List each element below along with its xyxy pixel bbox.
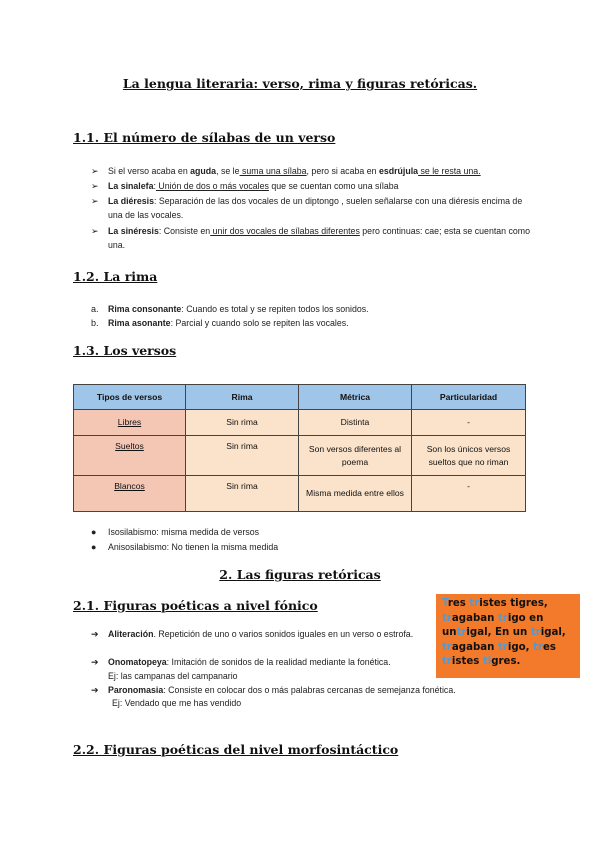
list-item: ➢ La sinalefa: Unión de dos o más vocales que se cuentan como una sílaba bbox=[91, 181, 399, 191]
arrow-bullet-icon: ➢ bbox=[91, 226, 99, 236]
table-cell: Son los únicos versos sueltos que no riman bbox=[412, 436, 526, 476]
example-text: Ej: Vendado que me has vendido bbox=[112, 698, 242, 708]
table-cell: Misma medida entre ellos bbox=[299, 476, 412, 512]
heading-syllables: 1.1. El número de sílabas de un verso bbox=[73, 130, 336, 145]
list-item: ➔ Paronomasia: Consiste en colocar dos o más palabras cercanas de semejanza fonética. bbox=[91, 685, 456, 695]
arrow-bullet-icon: ➢ bbox=[91, 181, 99, 191]
arrow-right-icon: ➔ bbox=[91, 657, 99, 667]
table-row bbox=[74, 436, 526, 476]
heading-morphosyntactic-figures: 2.2. Figuras poéticas del nivel morfosintáctico bbox=[73, 742, 399, 757]
arrow-bullet-icon: ➢ bbox=[91, 196, 99, 206]
table-cell: Sueltos bbox=[74, 436, 186, 476]
list-item: b. Rima asonante: Parcial y cuando solo se repiten las vocales. bbox=[91, 318, 349, 328]
list-item: ● Anisosilabismo: No tienen la misma medida bbox=[91, 542, 279, 552]
table-cell: Sin rima bbox=[186, 436, 299, 476]
table-cell: Libres bbox=[74, 410, 186, 436]
table-cell: Blancos bbox=[74, 476, 186, 512]
heading-verses: 1.3. Los versos bbox=[73, 343, 177, 358]
list-item: a. Rima consonante: Cuando es total y se repiten todos los sonidos. bbox=[91, 304, 369, 314]
arrow-right-icon: ➔ bbox=[91, 629, 99, 639]
table-cell: - bbox=[412, 476, 526, 512]
list-item: ➢ Si el verso acaba en aguda, se le suma una sílaba, pero si acaba en esdrújula se le resta una. bbox=[91, 166, 481, 176]
page-title: La lengua literaria: verso, rima y figuras retóricas. bbox=[122, 76, 478, 91]
table-header-row bbox=[74, 385, 526, 410]
heading-figures: 2. Las figuras retóricas bbox=[219, 567, 381, 582]
table-cell: Sin rima bbox=[186, 476, 299, 512]
table-cell: Distinta bbox=[299, 410, 412, 436]
table-cell: Sin rima bbox=[186, 410, 299, 436]
column-header: Particularidad bbox=[412, 385, 526, 410]
table-row bbox=[74, 476, 526, 512]
list-marker: a. bbox=[91, 304, 99, 314]
list-item: ● Isosilabismo: misma medida de versos bbox=[91, 527, 260, 537]
table-row bbox=[74, 410, 526, 436]
list-item: ➢ La sinéresis: Consiste en unir dos vocales de sílabas diferentes pero continuas: cae; esta se cuentan como una. bbox=[91, 226, 531, 250]
example-text: Ej: las campanas del campanario bbox=[108, 671, 238, 681]
column-header: Métrica bbox=[299, 385, 412, 410]
list-item: ➢ La diéresis: Separación de las dos vocales de un diptongo , suelen señalarse con una diéresis encima de una de las vocales. bbox=[91, 196, 523, 220]
verses-table bbox=[73, 384, 526, 512]
column-header: Tipos de versos bbox=[74, 385, 186, 410]
arrow-right-icon: ➔ bbox=[91, 685, 99, 695]
dot-bullet-icon: ● bbox=[91, 527, 97, 537]
list-marker: b. bbox=[91, 318, 99, 328]
list-item: ➔ Onomatopeya: Imitación de sonidos de la realidad mediante la fonética. bbox=[91, 657, 391, 667]
dot-bullet-icon: ● bbox=[91, 542, 97, 552]
table-cell: Son versos diferentes al poema bbox=[299, 436, 412, 476]
table-cell: - bbox=[412, 410, 526, 436]
arrow-bullet-icon: ➢ bbox=[91, 166, 99, 176]
heading-rhyme: 1.2. La rima bbox=[73, 269, 158, 284]
heading-phonic-figures: 2.1. Figuras poéticas a nivel fónico bbox=[73, 598, 318, 613]
column-header: Rima bbox=[186, 385, 299, 410]
tongue-twister-box: Tres tristes tigres, tragaban trigo en untrigal, En un trigal, tragaban trigo, tres tristes tigres. bbox=[436, 594, 580, 678]
list-item: ➔ Aliteración. Repetición de uno o varios sonidos iguales en un verso o estrofa. bbox=[91, 629, 414, 639]
